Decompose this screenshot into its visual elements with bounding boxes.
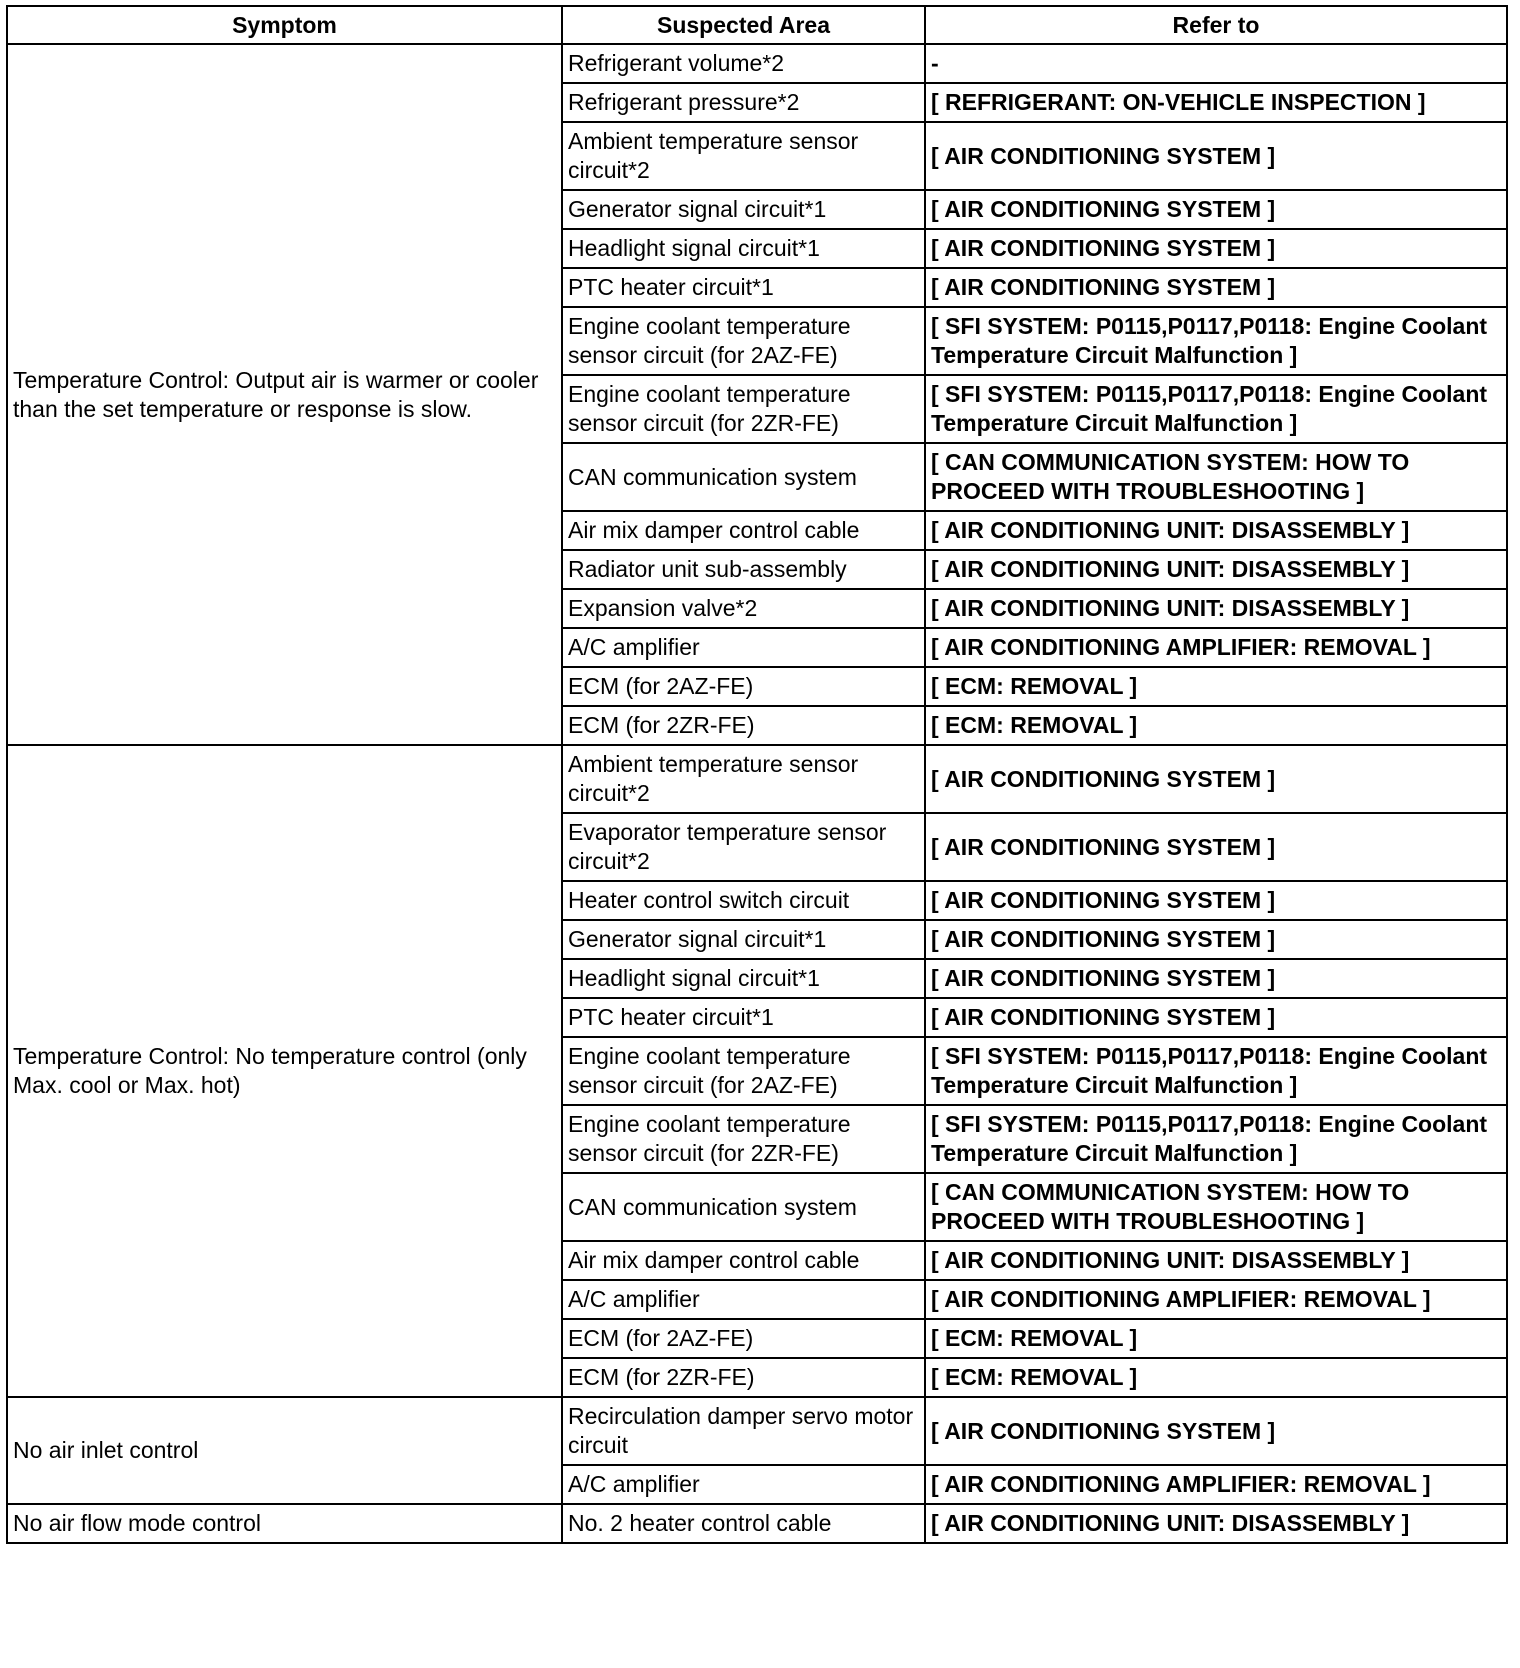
suspected-area-cell: PTC heater circuit*1 <box>562 268 925 307</box>
header-row <box>7 6 1507 44</box>
refer-to-link[interactable]: [ ECM: REMOVAL ] <box>925 706 1507 745</box>
refer-to-link[interactable]: [ SFI SYSTEM: P0115,P0117,P0118: Engine Coolant Temperature Circuit Malfunction ] <box>925 307 1507 375</box>
troubleshooting-table <box>6 5 1508 1544</box>
refer-to-link[interactable]: [ ECM: REMOVAL ] <box>925 667 1507 706</box>
symptom-cell: No air flow mode control <box>7 1504 562 1543</box>
refer-to-link[interactable]: [ REFRIGERANT: ON-VEHICLE INSPECTION ] <box>925 83 1507 122</box>
suspected-area-cell: Recirculation damper servo motor circuit <box>562 1397 925 1465</box>
refer-to-link[interactable]: [ AIR CONDITIONING SYSTEM ] <box>925 959 1507 998</box>
suspected-area-cell: Headlight signal circuit*1 <box>562 959 925 998</box>
symptom-cell: No air inlet control <box>7 1397 562 1504</box>
refer-to-link[interactable]: [ AIR CONDITIONING SYSTEM ] <box>925 881 1507 920</box>
symptom-cell: Temperature Control: No temperature control (only Max. cool or Max. hot) <box>7 745 562 1397</box>
refer-to-link[interactable]: [ AIR CONDITIONING SYSTEM ] <box>925 813 1507 881</box>
suspected-area-cell: Engine coolant temperature sensor circuit (for 2AZ-FE) <box>562 307 925 375</box>
suspected-area-cell: PTC heater circuit*1 <box>562 998 925 1037</box>
table-row <box>7 1397 1507 1465</box>
refer-to-link[interactable]: [ AIR CONDITIONING SYSTEM ] <box>925 745 1507 813</box>
header-suspected-area: Suspected Area <box>562 6 925 44</box>
suspected-area-cell: A/C amplifier <box>562 628 925 667</box>
table-row <box>7 745 1507 813</box>
header-refer-to: Refer to <box>925 6 1507 44</box>
suspected-area-cell: Generator signal circuit*1 <box>562 920 925 959</box>
refer-to-link[interactable]: [ AIR CONDITIONING UNIT: DISASSEMBLY ] <box>925 511 1507 550</box>
suspected-area-cell: Ambient temperature sensor circuit*2 <box>562 122 925 190</box>
refer-to-link[interactable]: [ AIR CONDITIONING SYSTEM ] <box>925 1397 1507 1465</box>
refer-to-link[interactable]: [ AIR CONDITIONING SYSTEM ] <box>925 190 1507 229</box>
refer-to-link[interactable]: [ AIR CONDITIONING SYSTEM ] <box>925 998 1507 1037</box>
refer-to-link[interactable]: [ AIR CONDITIONING SYSTEM ] <box>925 229 1507 268</box>
refer-to-link[interactable]: [ SFI SYSTEM: P0115,P0117,P0118: Engine Coolant Temperature Circuit Malfunction ] <box>925 375 1507 443</box>
symptom-cell: Temperature Control: Output air is warmer or cooler than the set temperature or response is slow. <box>7 44 562 745</box>
suspected-area-cell: A/C amplifier <box>562 1280 925 1319</box>
refer-to-link[interactable]: [ AIR CONDITIONING UNIT: DISASSEMBLY ] <box>925 589 1507 628</box>
suspected-area-cell: ECM (for 2AZ-FE) <box>562 1319 925 1358</box>
suspected-area-cell: Engine coolant temperature sensor circuit (for 2ZR-FE) <box>562 375 925 443</box>
suspected-area-cell: Engine coolant temperature sensor circuit (for 2ZR-FE) <box>562 1105 925 1173</box>
table-body <box>7 44 1507 1543</box>
suspected-area-cell: Generator signal circuit*1 <box>562 190 925 229</box>
suspected-area-cell: Refrigerant pressure*2 <box>562 83 925 122</box>
suspected-area-cell: Evaporator temperature sensor circuit*2 <box>562 813 925 881</box>
header-symptom: Symptom <box>7 6 562 44</box>
suspected-area-cell: Radiator unit sub-assembly <box>562 550 925 589</box>
suspected-area-cell: Engine coolant temperature sensor circuit (for 2AZ-FE) <box>562 1037 925 1105</box>
refer-to-link[interactable]: [ CAN COMMUNICATION SYSTEM: HOW TO PROCEED WITH TROUBLESHOOTING ] <box>925 1173 1507 1241</box>
suspected-area-cell: Expansion valve*2 <box>562 589 925 628</box>
refer-to-link[interactable]: [ AIR CONDITIONING AMPLIFIER: REMOVAL ] <box>925 1280 1507 1319</box>
refer-to-link[interactable]: [ ECM: REMOVAL ] <box>925 1358 1507 1397</box>
suspected-area-cell: Air mix damper control cable <box>562 1241 925 1280</box>
refer-to-link[interactable]: [ ECM: REMOVAL ] <box>925 1319 1507 1358</box>
suspected-area-cell: A/C amplifier <box>562 1465 925 1504</box>
refer-to-link: - <box>925 44 1507 83</box>
suspected-area-cell: ECM (for 2AZ-FE) <box>562 667 925 706</box>
refer-to-link[interactable]: [ SFI SYSTEM: P0115,P0117,P0118: Engine Coolant Temperature Circuit Malfunction ] <box>925 1037 1507 1105</box>
refer-to-link[interactable]: [ AIR CONDITIONING SYSTEM ] <box>925 920 1507 959</box>
suspected-area-cell: Air mix damper control cable <box>562 511 925 550</box>
suspected-area-cell: ECM (for 2ZR-FE) <box>562 1358 925 1397</box>
suspected-area-cell: ECM (for 2ZR-FE) <box>562 706 925 745</box>
refer-to-link[interactable]: [ AIR CONDITIONING UNIT: DISASSEMBLY ] <box>925 1504 1507 1543</box>
refer-to-link[interactable]: [ AIR CONDITIONING SYSTEM ] <box>925 268 1507 307</box>
suspected-area-cell: Headlight signal circuit*1 <box>562 229 925 268</box>
suspected-area-cell: CAN communication system <box>562 443 925 511</box>
refer-to-link[interactable]: [ SFI SYSTEM: P0115,P0117,P0118: Engine Coolant Temperature Circuit Malfunction ] <box>925 1105 1507 1173</box>
suspected-area-cell: Refrigerant volume*2 <box>562 44 925 83</box>
suspected-area-cell: No. 2 heater control cable <box>562 1504 925 1543</box>
suspected-area-cell: CAN communication system <box>562 1173 925 1241</box>
suspected-area-cell: Ambient temperature sensor circuit*2 <box>562 745 925 813</box>
refer-to-link[interactable]: [ AIR CONDITIONING UNIT: DISASSEMBLY ] <box>925 1241 1507 1280</box>
table-row <box>7 44 1507 83</box>
table-row <box>7 1504 1507 1543</box>
refer-to-link[interactable]: [ AIR CONDITIONING SYSTEM ] <box>925 122 1507 190</box>
suspected-area-cell: Heater control switch circuit <box>562 881 925 920</box>
refer-to-link[interactable]: [ AIR CONDITIONING AMPLIFIER: REMOVAL ] <box>925 628 1507 667</box>
refer-to-link[interactable]: [ CAN COMMUNICATION SYSTEM: HOW TO PROCEED WITH TROUBLESHOOTING ] <box>925 443 1507 511</box>
refer-to-link[interactable]: [ AIR CONDITIONING AMPLIFIER: REMOVAL ] <box>925 1465 1507 1504</box>
refer-to-link[interactable]: [ AIR CONDITIONING UNIT: DISASSEMBLY ] <box>925 550 1507 589</box>
